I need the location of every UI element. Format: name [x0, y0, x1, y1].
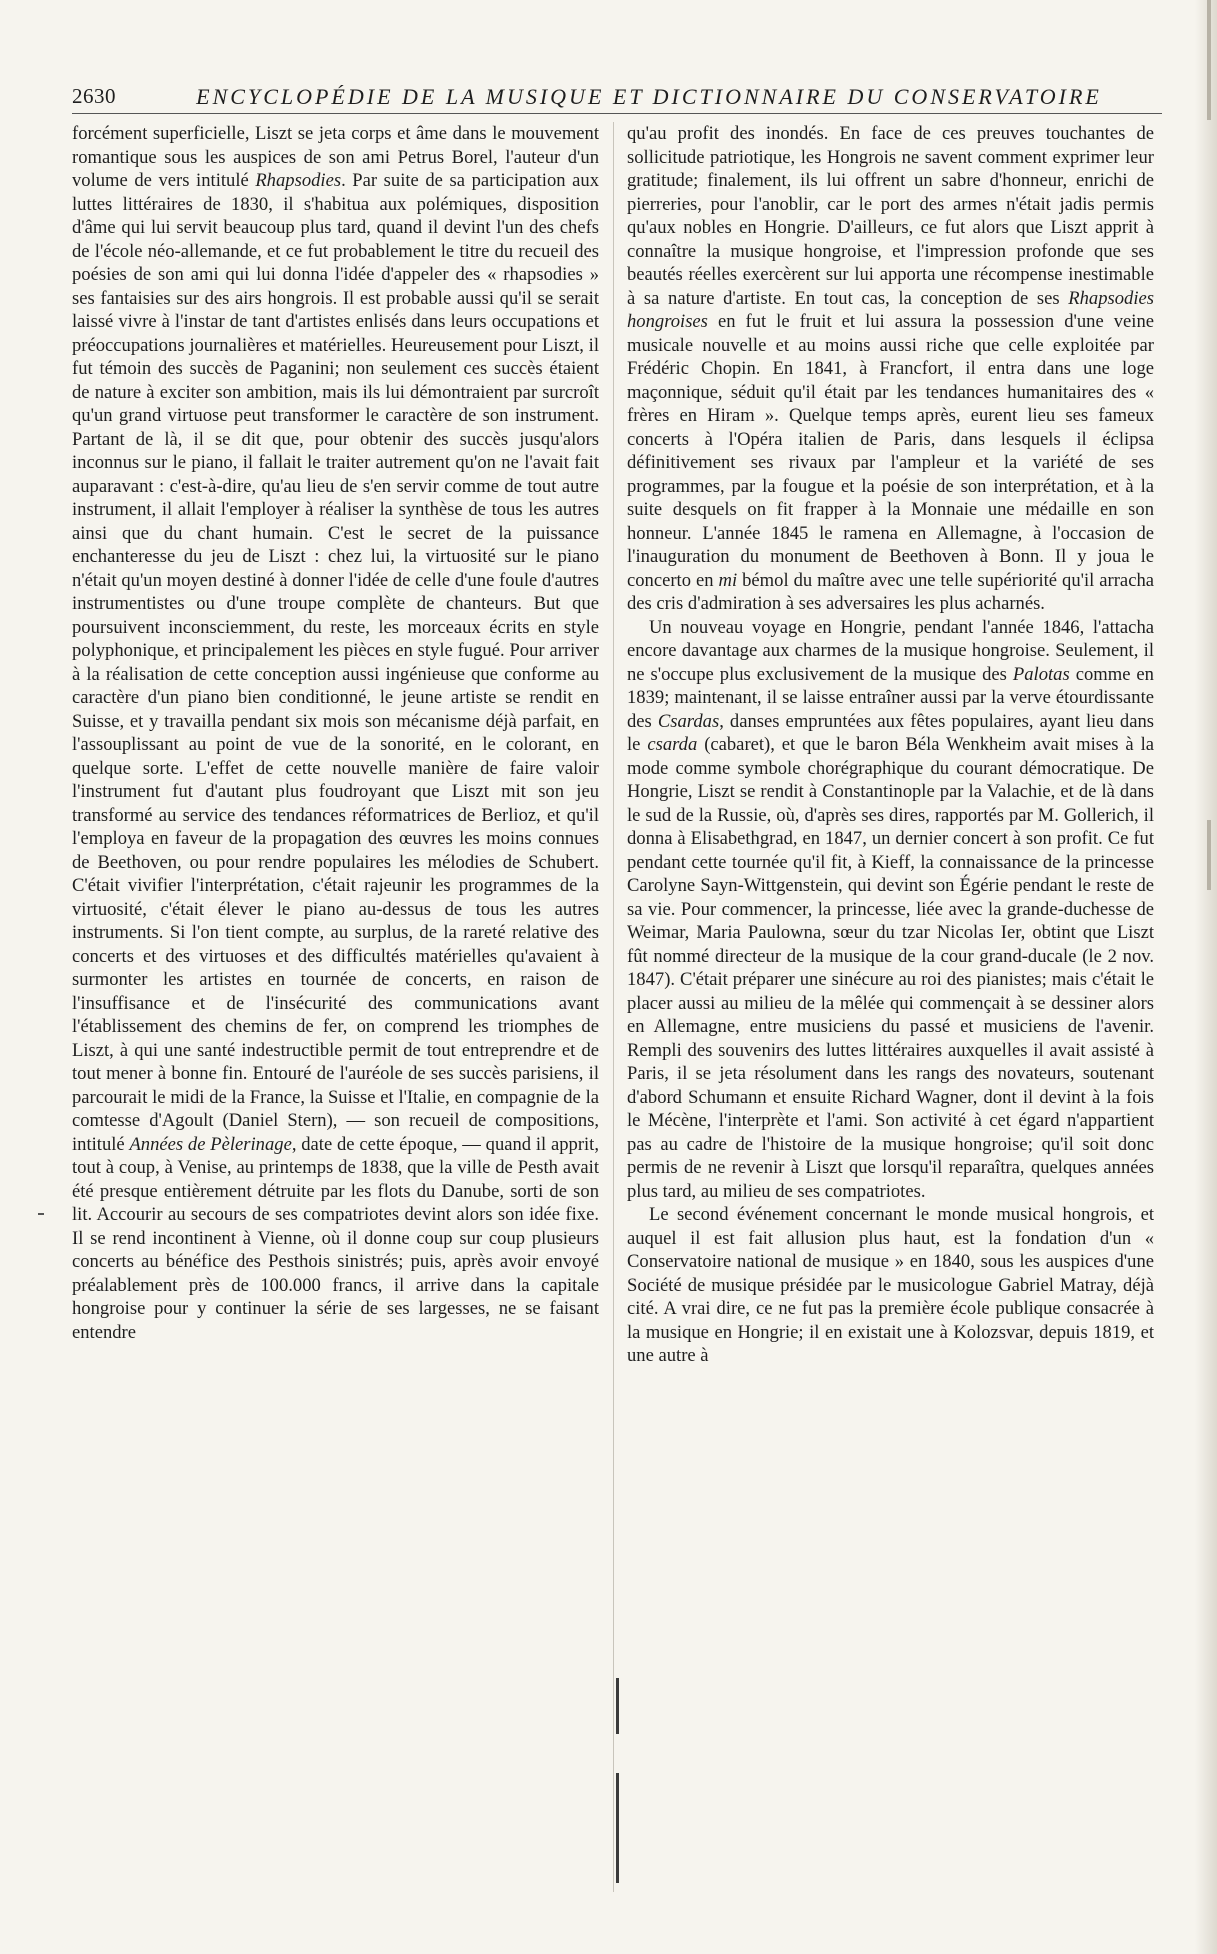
text-run: (cabaret), et que le baron Béla Wenkheim avait mises à la mode comme symbole chorégraphique du courant démocratique. De Hongrie, Liszt se rendit à Constantinople par la Valachie, et de là dans le sud de la Russie, où, d'après ses dires, rapportés par M. Gollerich, il donna à Elisabethgrad, en 1847, un dernier concert à son profit. Ce fut pendant cette tournée qu'il fit, à Kieff, la connaissance de la princesse Carolyne Sayn-Wittgenstein, qui devint son Égérie pendant le reste de sa vie. Pour commencer, la princesse, liée avec la grande-duchesse de Weimar, Maria Paulowna, sœur du tzar Nicolas Ier, obtint que Liszt fût nommé directeur de la musique de la cour grand-ducale (le 2 nov. 1847). C'était préparer une sinécure au roi des pianistes; mais c'était le placer aussi au milieu de la mêlée qui commençait à se dessiner alors en Allemagne, entre musiciens du passé et musiciens de l'avenir. Rempli des souvenirs des luttes littéraires auxquelles il avait assisté à Paris, il se jeta résolument dans les rangs des novateurs, soutenant d'abord Schumann et ensuite Richard Wagner, dont il devint à la fois le Mécène, l'interprète et l'ami. Son activité à cet égard n'appartient pas au cadre de l'histoire de la musique hongroise; qu'il soit donc permis de ne revenir à Liszt que lorsqu'il reparaîtra, quelques années plus tard, au milieu de ses compatriotes. [627, 734, 1154, 1202]
page-edge [1195, 0, 1217, 1954]
text-run: bémol du maître avec une telle supériorité qu'il arracha des cris d'admiration à ses adversaires les plus acharnés. [627, 569, 1154, 614]
text-run: , danses empruntées aux fêtes populaires, ayant lieu dans le [627, 710, 1155, 755]
text-run: qu'au profit des inondés. En face de ces preuves touchantes de sollicitude patriotique, les Hongrois ne savent comment exprimer leur gratitude; finalement, ils lui offrent un sabre d'honneur, enrichi de pierreries, pour l'anoblir, car le port des armes n'était jadis permis qu'aux nobles en Hongrie. D'ailleurs, ce fut alors que Liszt apprit à connaître la musique hongroise, et l'impression profonde que ses beautés réelles exercèrent sur lui apporta une récompense inestimable à sa nature d'artiste. En tout cas, la conception de ses [627, 123, 1154, 309]
italic-title: Années de Pèlerinage [129, 1133, 292, 1155]
italic-term: Csardas [657, 710, 720, 732]
italic-term: Palotas [1012, 663, 1070, 685]
margin-mark [38, 1213, 44, 1215]
text-run: Un nouveau voyage en Hongrie, pendant l'année 1846, l'attacha encore davantage aux charmes de la musique hongroise. Seulement, il ne s'occupe plus exclusivement de la musique des [627, 616, 1154, 685]
text-run: Le second événement concernant le monde musical hongrois, et auquel il est fait allusion plus haut, est la fondation d'un « Conservatoire national de musique » en 1840, sous les auspices d'une Société de musique présidée par le musicologue Gabriel Matray, déjà cité. A vrai dire, ce ne fut pas la première école publique consacrée à la musique en Hongrie; il en existait une à Kolozsvar, depuis 1819, et une autre à [627, 1204, 1154, 1366]
italic-term: csarda [647, 734, 698, 755]
right-column [627, 122, 1154, 1368]
header-rule [72, 113, 1162, 114]
margin-bar [616, 1773, 619, 1883]
italic-title: Rhapsodies hongroises [627, 287, 1154, 332]
page-number: 2630 [72, 84, 116, 108]
italic-term: mi [718, 569, 738, 591]
text-run: . Par suite de sa participation aux luttes littéraires de 1830, il s'habitua aux polémiques, disposition d'âme qui lui servit beaucoup plus tard, quand il devint l'un des chefs de l'école néo-allemande, et ce fut probablement le titre du recueil des poésies de son ami qui lui donna l'idée d'appeler des « rhapsodies » ses fantaisies sur des airs hongrois. Il est probable aussi qu'il se serait laissé vivre à l'instar de tant d'artistes enlisés dans leurs occupations et préoccupations journalières et matérielles. Heureusement pour Liszt, il fut témoin des succès de Paganini; non seulement ces succès étaient de nature à exciter son ambition, mais ils lui démontraient par surcroît qu'un grand virtuose peut transformer le caractère de son instrument. Partant de là, il se dit que, pour obtenir des succès jusqu'alors inconnus sur le piano, il fallait le traiter autrement qu'on ne l'avait fait auparavant : c'est-à-dire, qu'au lieu de s'en servir comme de tout autre instrument, il allait l'employer à réaliser la synthèse de tous les autres ainsi que du chant humain. C'est le secret de la puissance enchanteresse du jeu de Liszt : chez lui, la virtuosité sur le piano n'était qu'un moyen destiné à donner l'idée de celle d'une foule d'autres instrumentistes ou d'une troupe complète de chanteurs. But que poursuivent inconsciemment, du reste, les morceaux écrits en style polyphonique, et principalement les pièces en style fugué. Pour arriver à la réalisation de cette conception aussi ingénieuse que conforme au caractère d'un piano bien conditionné, le jeune artiste se rendit en Suisse, et y travailla pendant six mois son mécanisme déjà parfait, en l'assouplissant au point de vue de la sonorité, en le colorant, en quelque sorte. L'effet de cette nouvelle manière de faire valoir l'instrument fut d'autant plus foudroyant que Liszt mit son jeu transformé au service des tendances réformatrices de Berlioz, et qu'il l'employa en faveur de la propagation des œuvres les moins connues de Beethoven, ou pour rendre populaires les mélodies de Schubert. C'était vivifier l'interprétation, c'était rajeunir les programmes de la virtuosité, c'était élever le piano au-dessus de tous les autres instruments. Si l'on tient compte, au surplus, de la rareté relative des concerts et des virtuoses et des difficultés matérielles qu'avaient à surmonter les artistes en tournée de concerts, en raison de l'insuffisance et de l'insécurité des communications avant l'établissement des chemins de fer, on comprend les triomphes de Liszt, à qui une santé indestructible permit de tout entreprendre et de tout mener à bonne fin. Entouré de l'auréole de ses succès parisiens, il parcourait le midi de la France, la Suisse et l'Italie, en compagnie de la comtesse d'Agoult (Daniel Stern), — son recueil de compositions, intitulé [72, 170, 599, 1155]
paragraph [627, 122, 1154, 616]
paragraph [627, 1203, 1154, 1368]
page-edge-mark [1207, 0, 1211, 120]
text-run: en fut le fruit et lui assura la possession d'une veine musicale nouvelle et au moins aussi riche que celle exploitée par Frédéric Chopin. En 1841, à Francfort, il entra dans une loge maçonnique, séduit qu'il était par les tendances humanitaires des « frères en Hiram ». Quelque temps après, eurent lieu ses fameux concerts à l'Opéra italien de Paris, dans lesquels il éclipsa définitivement ses rivaux par l'ampleur et la variété de ses programmes, par la fougue et la poésie de son interprétation, et à la suite desquels on fit frapper à la Monnaie une médaille en son honneur. L'année 1845 le ramena en Allemagne, à l'occasion de l'inauguration du monument de Beethoven à Bonn. Il y joua le concerto en [627, 311, 1154, 591]
running-title: ENCYCLOPÉDIE DE LA MUSIQUE ET DICTIONNAIRE DU CONSERVATOIRE [196, 84, 1102, 109]
paragraph [627, 616, 1154, 1204]
margin-bar [616, 1678, 619, 1734]
paragraph [72, 122, 599, 1344]
left-column [72, 122, 599, 1344]
italic-title: Rhapsodies [255, 170, 342, 191]
page-edge-mark [1207, 820, 1211, 890]
page-header [72, 84, 1162, 110]
text-run: comme en 1839; maintenant, il se laisse entraîner aussi par la verve étourdissante des [627, 663, 1154, 732]
text-run: , date de cette époque, — quand il apprit, tout à coup, à Venise, au printemps de 1838, que la ville de Pesth avait été presque entièrement détruite par les flots du Danube, sorti de son lit. Accourir au secours de ses compatriotes devint alors son idée fixe. Il se rend incontinent à Vienne, où il donne coup sur coup plusieurs concerts au bénéfice des Pesthois sinistrés; puis, après avoir envoyé préalablement près de 100.000 francs, il arrive dans la capitale hongroise pour y continuer la série de ses largesses, ne se faisant entendre [72, 1133, 599, 1343]
text-run: forcément superficielle, Liszt se jeta corps et âme dans le mouvement romantique sous les auspices de son ami Petrus Borel, l'auteur d'un volume de vers intitulé [72, 123, 599, 191]
column-divider [613, 122, 614, 1892]
